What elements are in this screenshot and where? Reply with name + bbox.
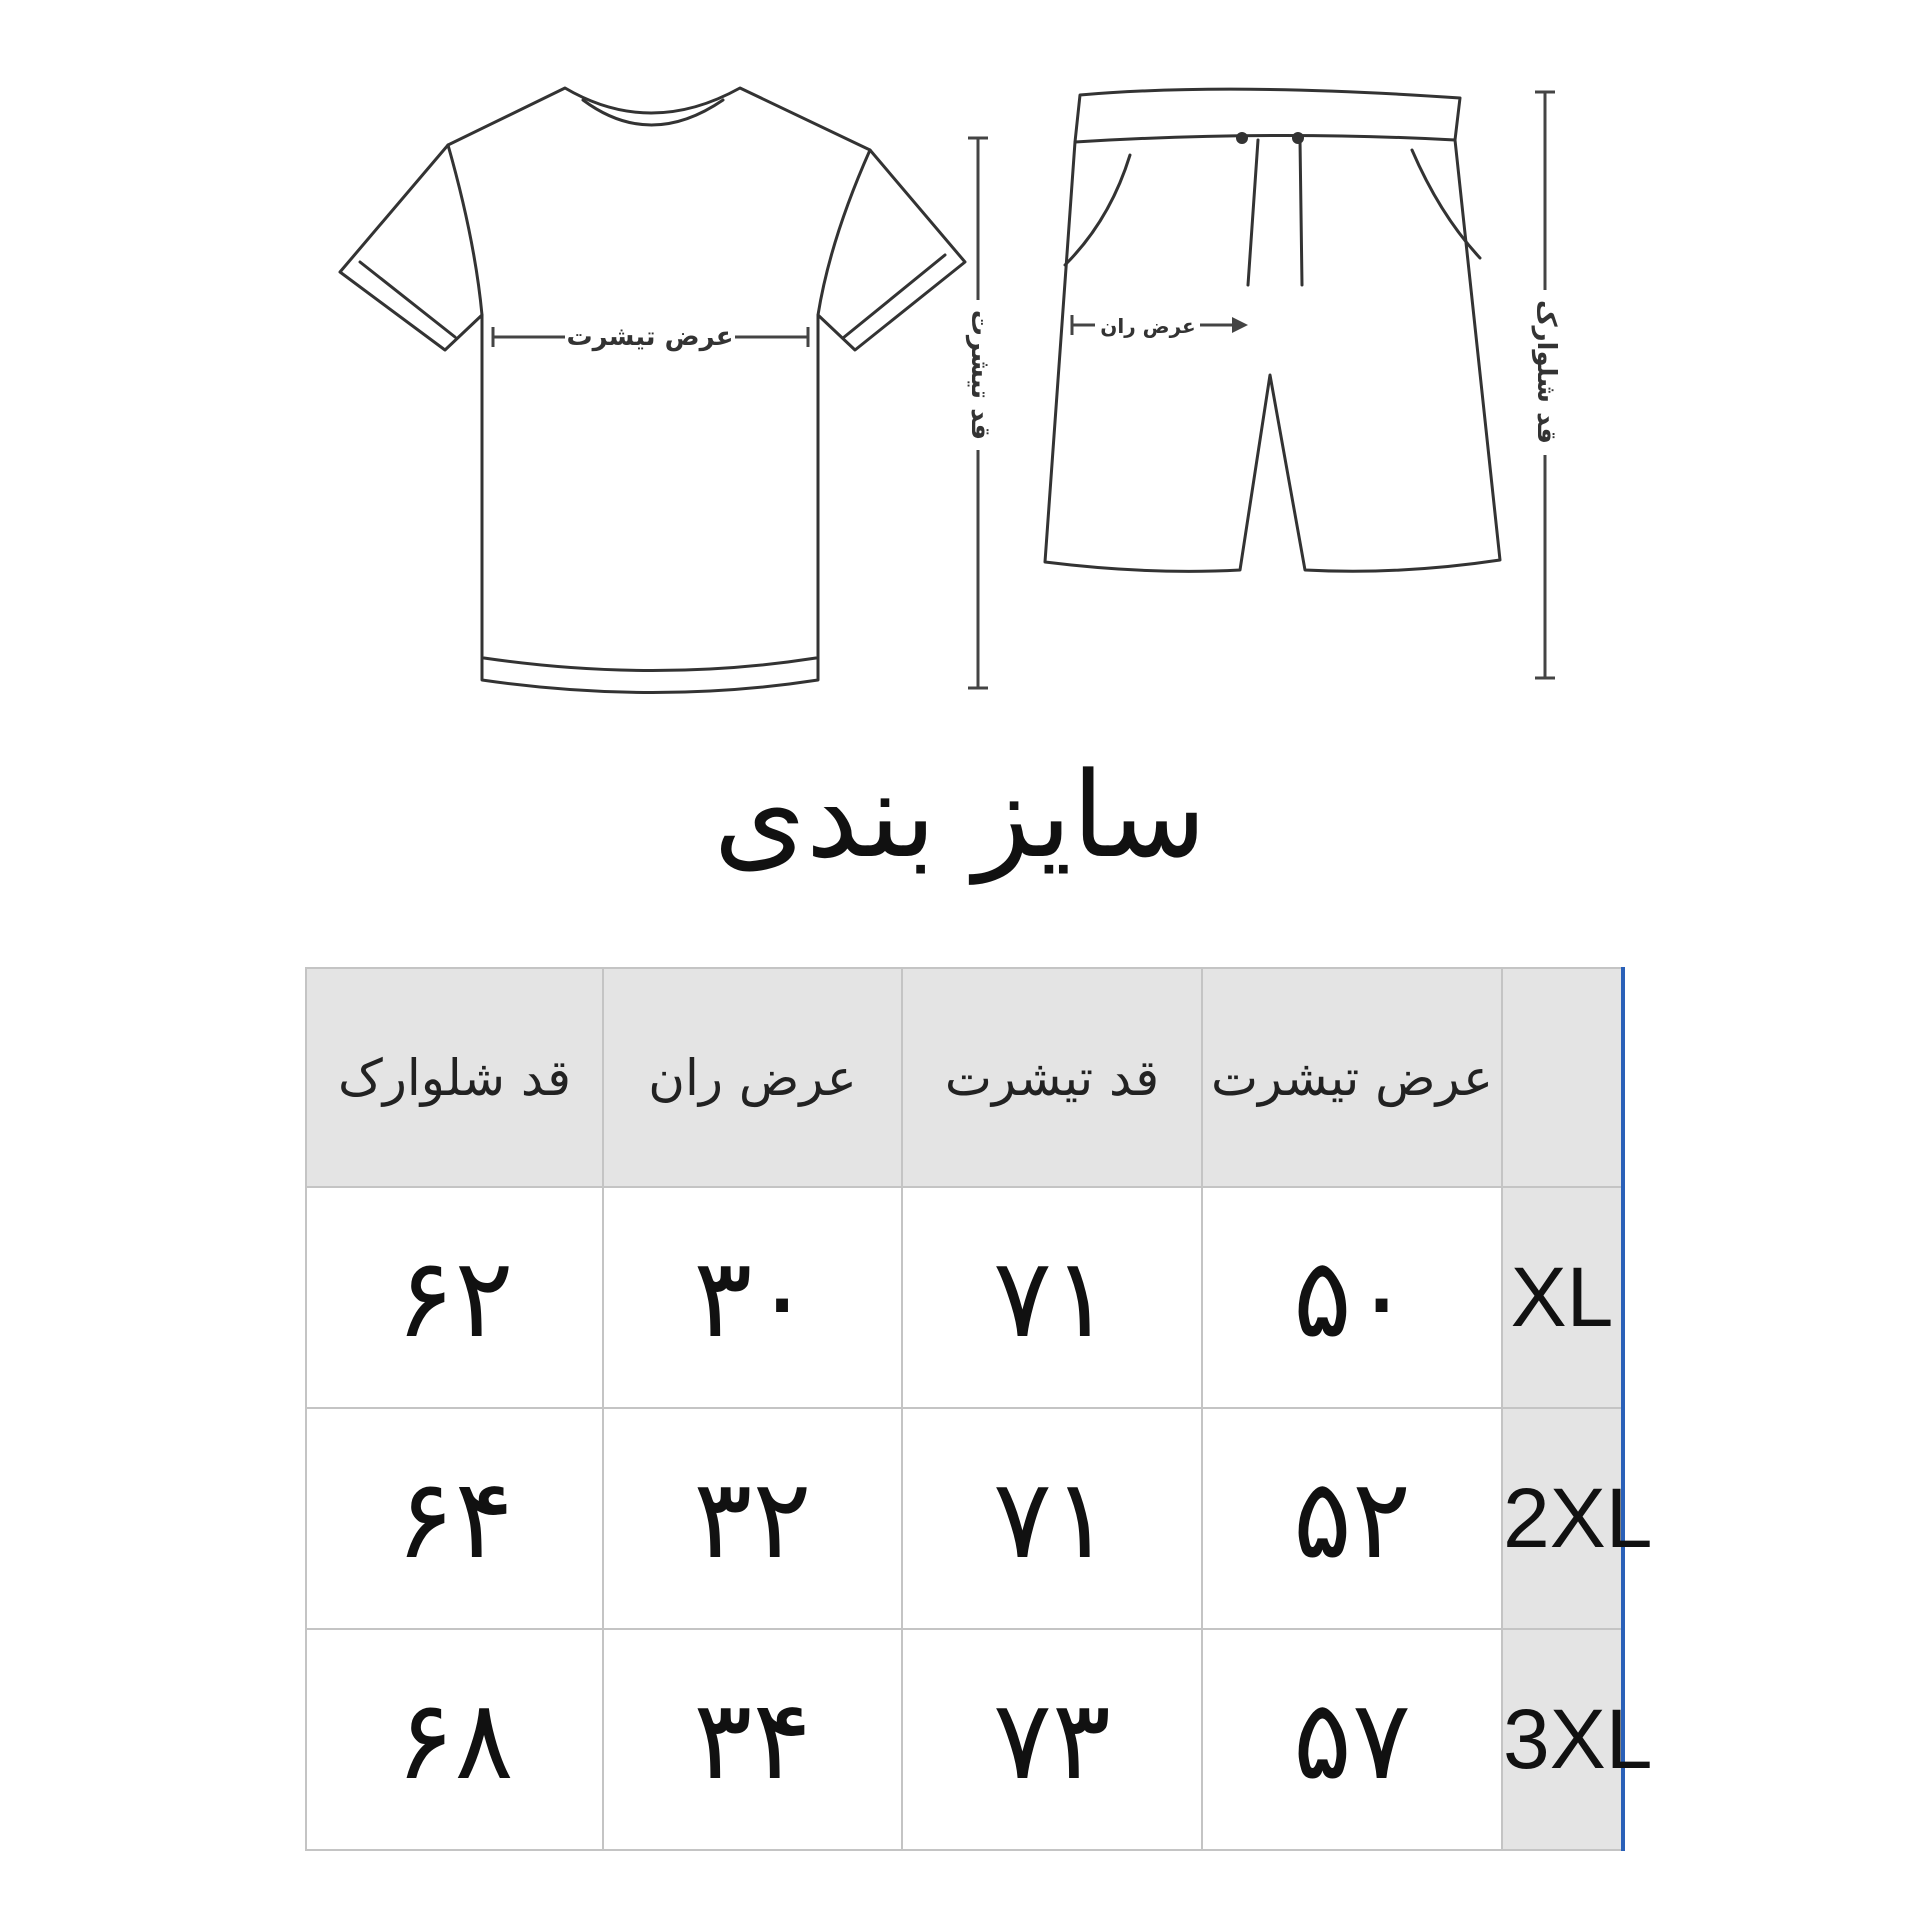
cell-value: ۷۱ bbox=[992, 1454, 1112, 1583]
header-shorts-length bbox=[306, 968, 603, 1187]
header-thigh-width bbox=[603, 968, 902, 1187]
cell-shorts-length bbox=[306, 1187, 603, 1408]
shorts-length-label: قد شلوارک bbox=[1531, 299, 1561, 445]
table-row bbox=[306, 1408, 1623, 1629]
table-row bbox=[306, 1629, 1623, 1850]
table-row bbox=[306, 1187, 1623, 1408]
cell-size bbox=[1502, 1187, 1623, 1408]
cell-value: ۶۸ bbox=[395, 1675, 514, 1804]
cell-value: ۳۲ bbox=[693, 1454, 812, 1583]
cell-value: ۶۴ bbox=[395, 1454, 514, 1583]
thigh-width-label: عرض ران bbox=[1100, 314, 1196, 338]
cell-thigh-width bbox=[603, 1187, 902, 1408]
cell-value: ۵۲ bbox=[1292, 1454, 1412, 1583]
cell-thigh-width bbox=[603, 1408, 902, 1629]
size-label: 3XL bbox=[1503, 1692, 1653, 1786]
cell-value: ۶۲ bbox=[395, 1233, 514, 1362]
cell-tshirt-length bbox=[902, 1629, 1202, 1850]
cell-value: ۷۳ bbox=[992, 1675, 1112, 1804]
header-label: عرض ران bbox=[648, 1048, 857, 1107]
cell-value: ۵۷ bbox=[1292, 1675, 1412, 1804]
table-header-row bbox=[306, 968, 1623, 1187]
header-label: عرض تیشرت bbox=[1210, 1048, 1494, 1107]
tshirt-illustration bbox=[340, 88, 965, 693]
cell-tshirt-length bbox=[902, 1187, 1202, 1408]
tshirt-length-label: قد تیشرت bbox=[965, 309, 995, 441]
cell-shorts-length bbox=[306, 1629, 603, 1850]
cell-size bbox=[1502, 1629, 1653, 1850]
cell-tshirt-width bbox=[1202, 1187, 1502, 1408]
cell-shorts-length bbox=[306, 1408, 603, 1629]
cell-size bbox=[1502, 1408, 1653, 1629]
garment-diagram bbox=[0, 0, 1920, 740]
cell-thigh-width bbox=[603, 1629, 902, 1850]
cell-tshirt-width bbox=[1202, 1629, 1502, 1850]
size-label: XL bbox=[1510, 1250, 1614, 1344]
header-label: قد شلوارک bbox=[337, 1048, 572, 1107]
cell-value: ۳۰ bbox=[693, 1233, 812, 1362]
cell-tshirt-length bbox=[902, 1408, 1202, 1629]
cell-value: ۷۱ bbox=[992, 1233, 1112, 1362]
tshirt-width-label: عرض تیشرت bbox=[566, 322, 734, 352]
header-label: قد تیشرت bbox=[944, 1048, 1160, 1107]
header-size-corner bbox=[1502, 968, 1623, 1187]
cell-value: ۵۰ bbox=[1292, 1233, 1412, 1362]
header-tshirt-width bbox=[1202, 968, 1502, 1187]
size-chart-table bbox=[305, 967, 1653, 1851]
header-tshirt-length bbox=[902, 968, 1202, 1187]
page-title: سایز بندی bbox=[713, 746, 1207, 884]
size-label: 2XL bbox=[1503, 1471, 1653, 1565]
cell-tshirt-width bbox=[1202, 1408, 1502, 1629]
cell-value: ۳۴ bbox=[693, 1675, 812, 1804]
